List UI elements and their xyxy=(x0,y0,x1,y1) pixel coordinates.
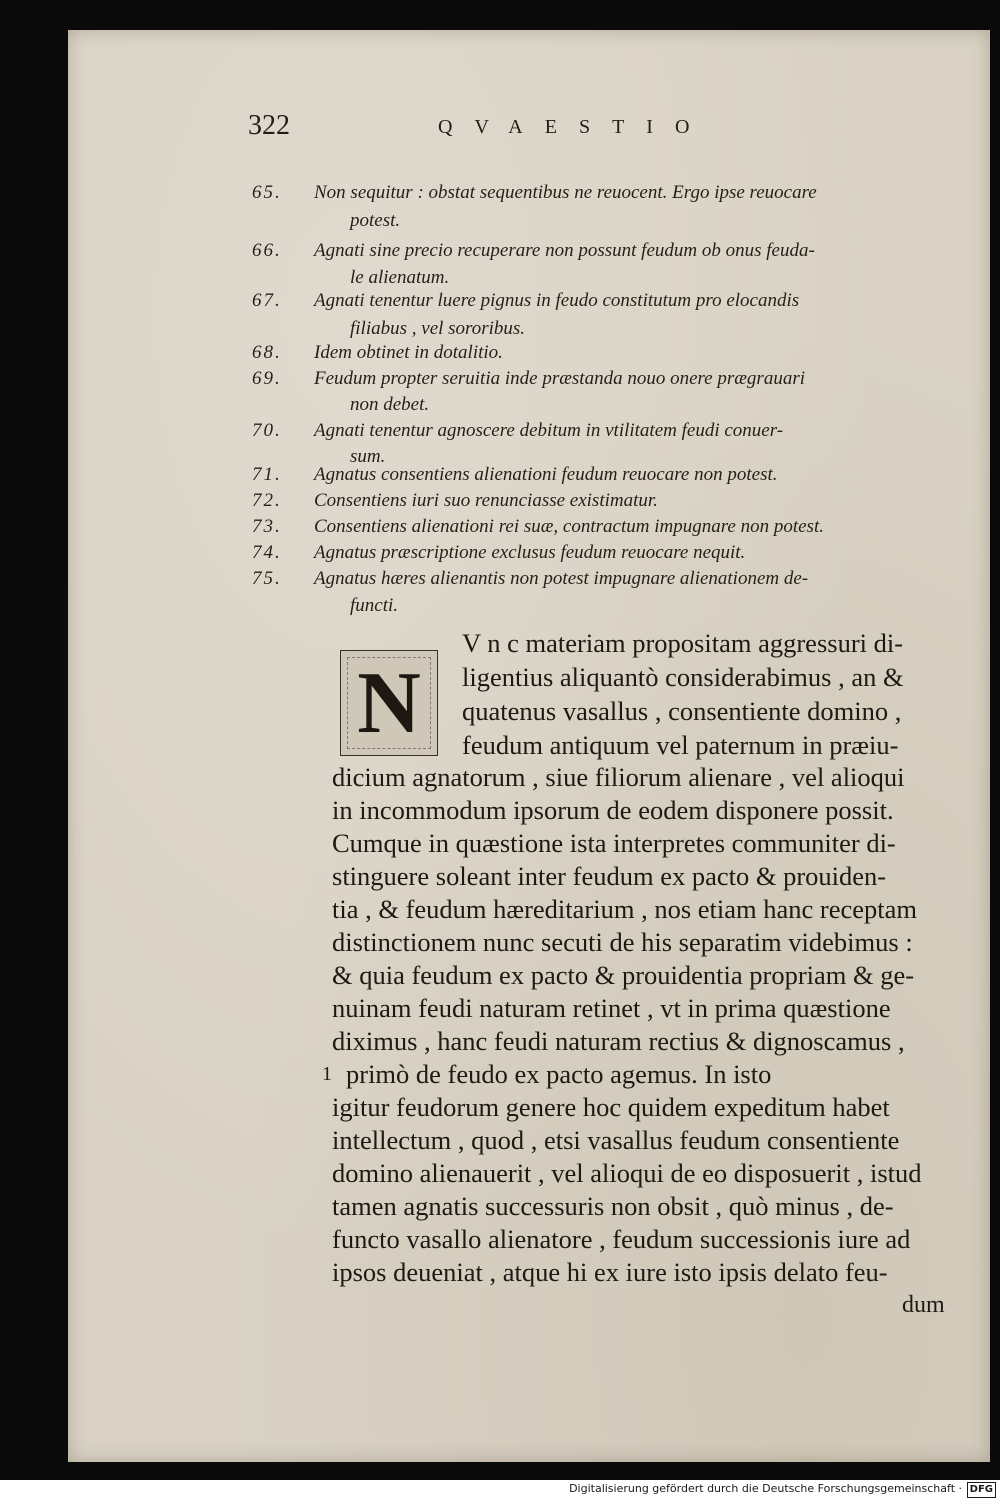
summary-item-number: 72. xyxy=(252,490,282,511)
summary-item-number: 66. xyxy=(252,240,282,261)
summary-item-number: 67. xyxy=(252,290,282,311)
summary-item-line: le alienatum. xyxy=(350,267,450,288)
text-line: tia , & feudum hæreditarium , nos etiam hanc receptam xyxy=(332,894,918,924)
margin-number: 1 xyxy=(322,1063,332,1085)
text-line: dicium agnatorum , siue filiorum alienare , vel alioqui xyxy=(332,762,905,792)
summary-item-number: 74. xyxy=(252,542,282,563)
text-line: ipsos deueniat , atque hi ex iure isto ipsis delato feu- xyxy=(332,1257,888,1287)
summary-item-line: potest. xyxy=(350,210,401,231)
text-line: functo vasallo alienatore , feudum successionis iure ad xyxy=(332,1224,911,1254)
text-line: stinguere soleant inter feudum ex pacto & prouiden- xyxy=(332,861,887,891)
text-line: intellectum , quod , etsi vasallus feudum consentiente xyxy=(332,1125,900,1155)
running-head: QVAESTIO xyxy=(438,116,712,138)
text-line: V n c materiam propositam aggressuri di- xyxy=(462,628,904,658)
funding-credit: Digitalisierung gefördert durch die Deutsche Forschungsgemeinschaft · xyxy=(569,1482,962,1495)
text-line: ligentius aliquantò considerabimus , an & xyxy=(462,662,904,692)
summary-item-line: sum. xyxy=(350,446,386,467)
summary-item-number: 70. xyxy=(252,420,282,441)
summary-item-line: Idem obtinet in dotalitio. xyxy=(314,342,503,363)
text-line: nuinam feudi naturam retinet , vt in prima quæstione xyxy=(332,993,891,1023)
text-line: quatenus vasallus , consentiente domino , xyxy=(462,696,902,726)
summary-item-number: 73. xyxy=(252,516,282,537)
summary-item-line: filiabus , vel sororibus. xyxy=(350,318,526,339)
text-line: feudum antiquum vel paternum in præiu- xyxy=(462,730,899,760)
text-line: igitur feudorum genere hoc quidem expeditum habet xyxy=(332,1092,890,1122)
dfg-logo: DFG xyxy=(967,1482,996,1498)
summary-item-number: 65. xyxy=(252,182,282,203)
text-line: primò de feudo ex pacto agemus. In isto xyxy=(346,1059,772,1089)
decorated-initial: N xyxy=(340,650,438,756)
text-line: domino alienauerit , vel alioqui de eo disposuerit , istud xyxy=(332,1158,922,1188)
summary-item-line: non debet. xyxy=(350,394,430,415)
summary-item-number: 71. xyxy=(252,464,282,485)
text-line: Cumque in quæstione ista interpretes communiter di- xyxy=(332,828,896,858)
text-line: & quia feudum ex pacto & prouidentia propriam & ge- xyxy=(332,960,915,990)
text-line: tamen agnatis successuris non obsit , quò minus , de- xyxy=(332,1191,894,1221)
summary-item-line: Agnatus consentiens alienationi feudum reuocare non potest. xyxy=(314,464,778,485)
summary-item-line: Non sequitur : obstat sequentibus ne reuocent. Ergo ipse reuocare xyxy=(314,182,817,203)
summary-item-line: Agnati tenentur agnoscere debitum in vtilitatem feudi conuer- xyxy=(314,420,784,441)
summary-item-line: Feudum propter seruitia inde præstanda nouo onere prægrauari xyxy=(314,368,806,389)
summary-item-number: 69. xyxy=(252,368,282,389)
summary-item-line: Agnati tenentur luere pignus in feudo constitutum pro elocandis xyxy=(314,290,800,311)
text-line: diximus , hanc feudi naturam rectius & dignoscamus , xyxy=(332,1026,905,1056)
catchword: dum xyxy=(902,1292,945,1318)
summary-item-number: 68. xyxy=(252,342,282,363)
summary-item-line: Consentiens iuri suo renunciasse existimatur. xyxy=(314,490,658,511)
page-number: 322 xyxy=(248,110,290,141)
summary-item-line: Agnatus hæres alienantis non potest impugnare alienationem de- xyxy=(314,568,809,589)
footer-bar xyxy=(0,1480,1000,1499)
summary-item-line: Agnati sine precio recuperare non possunt feudum ob onus feuda- xyxy=(314,240,815,261)
text-line: distinctionem nunc secuti de his separatim videbimus : xyxy=(332,927,913,957)
summary-item-line: Consentiens alienationi rei suæ, contractum impugnare non potest. xyxy=(314,516,824,537)
summary-item-line: Agnatus præscriptione exclusus feudum reuocare nequit. xyxy=(314,542,746,563)
summary-item-number: 75. xyxy=(252,568,282,589)
text-line: in incommodum ipsorum de eodem disponere possit. xyxy=(332,795,894,825)
summary-item-line: functi. xyxy=(350,595,399,616)
